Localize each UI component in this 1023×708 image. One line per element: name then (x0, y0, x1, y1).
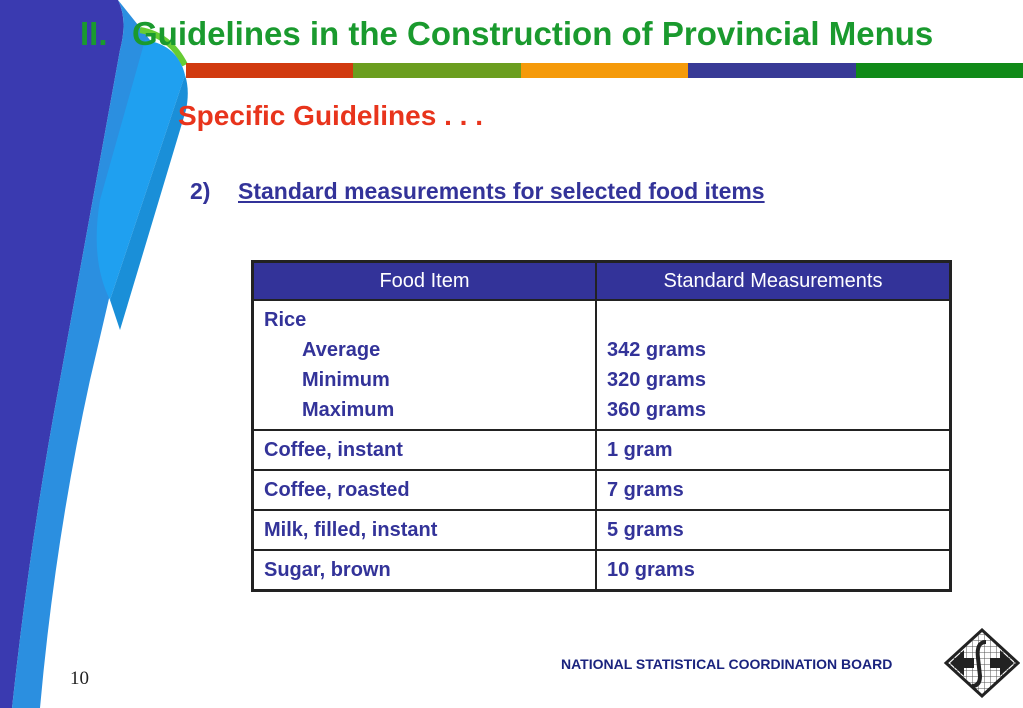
color-bar-segment-4 (688, 63, 855, 78)
food-item-cell: Milk, filled, instant (253, 510, 597, 550)
color-bar-segment-3 (521, 63, 688, 78)
rice-cell (253, 300, 597, 430)
table-row-rice (253, 300, 951, 430)
food-item-cell: Coffee, roasted (253, 470, 597, 510)
rice-average-label: Average (302, 339, 381, 361)
food-item-cell: Coffee, instant (253, 430, 597, 470)
footer-organization: NATIONAL STATISTICAL COORDINATION BOARD (561, 656, 893, 672)
color-bar-segment-1 (186, 63, 353, 78)
food-item-cell: Sugar, brown (253, 550, 597, 591)
measurement-cell: 5 grams (596, 510, 951, 550)
section-heading (190, 178, 765, 205)
nscb-logo-icon (942, 628, 1020, 698)
rice-label: Rice (264, 309, 307, 331)
measurement-cell: 10 grams (596, 550, 951, 591)
measurement-cell: 7 grams (596, 470, 951, 510)
color-bar-segment-2 (353, 63, 520, 78)
page-number: 10 (70, 668, 89, 689)
rice-minimum-label: Minimum (302, 369, 390, 391)
header-food-item: Food Item (253, 262, 597, 301)
rice-average-value: 342 grams (607, 339, 706, 361)
color-bar (186, 63, 1023, 78)
left-swoosh-decoration (0, 0, 200, 708)
food-measurements-table (251, 260, 952, 592)
table-row (253, 430, 951, 470)
color-bar-segment-5 (856, 63, 1023, 78)
rice-maximum-value: 360 grams (607, 399, 706, 421)
section-title: Standard measurements for selected food items (238, 178, 765, 204)
rice-values-cell (596, 300, 951, 430)
table-row (253, 470, 951, 510)
title-number: II. (80, 15, 108, 52)
section-number: 2) (190, 178, 211, 204)
measurement-cell: 1 gram (596, 430, 951, 470)
table-header-row (253, 262, 951, 301)
slide-title (80, 15, 1010, 53)
rice-minimum-value: 320 grams (607, 369, 706, 391)
table-row (253, 550, 951, 591)
title-text: Guidelines in the Construction of Provincial Menus (132, 15, 934, 52)
header-standard-measurements: Standard Measurements (596, 262, 951, 301)
table-row (253, 510, 951, 550)
subtitle: Specific Guidelines . . . (178, 100, 483, 131)
rice-maximum-label: Maximum (302, 399, 395, 421)
